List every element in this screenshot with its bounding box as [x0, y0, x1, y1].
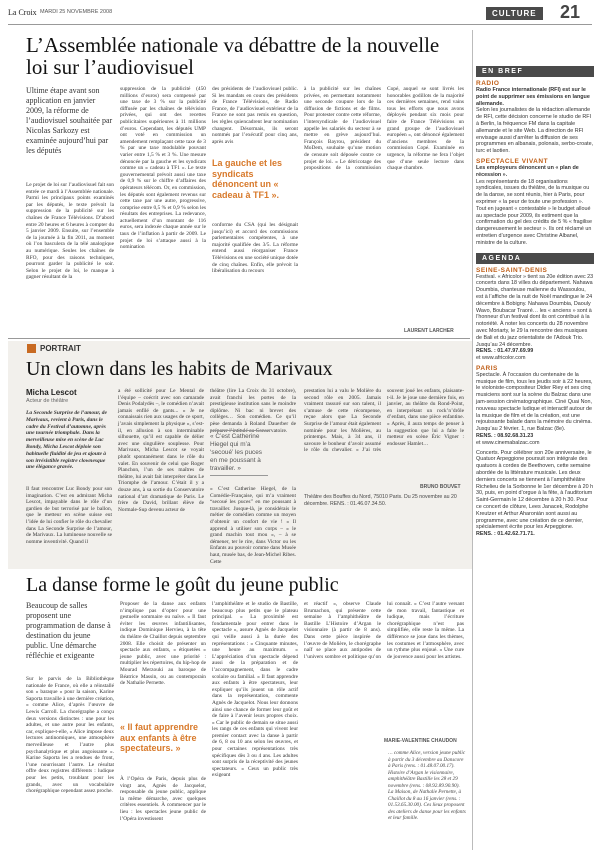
article2-info: Théâtre des Bouffes du Nord, 75010 Paris. Du 25 novembre au 20 décembre. RENS. : 01.46.07.34.50.	[304, 494, 457, 507]
article3-col2: Proposer de la danse aux enfants n’implique pas d’opter pour une gestuelle sommaire ou naïve. « Il faut éviter les œuvres infantilisantes, indique Dominique Hervieu, à la tête du théâtre de Chaillot depuis septembre 2008. Elle choisit de présenter un spectacle aux enfants, « étiquetées » jeune public, avec une priorité : multiplier les répertoires, du hip-hop de Mourad Merzouki au baroque de Béatrice Massin, ou au contemporain de Nathalie Pernette.	[120, 601, 206, 687]
article2-col1: Il faut rencontrer Luc Bondy pour son imagination. C’est en admirant Micha Lescot, impayable dans le rôle d’un gardien de but terrorisé par le ballon, que le metteur en scène suisse eut l’idée de lui confier le rôle du chevalier dans La Seconde Surprise de l’amour, de Marivaux. La lumineuse nouvelle se nomme inventivité. Quand il	[26, 486, 112, 545]
article2-intro: La Seconde Surprise de l’amour, de Marivaux, revient à Paris, dans le cadre du Festival d’automne, après une tournée triomphale. Dans la merveilleuse mise en scène de Luc Bondy, Micha Lescot déploie son habituelle fluidité de jeu et ajoute à son irrésistible registre clownesque une élégance gravée.	[26, 410, 107, 471]
article3-byline: MARIE-VALENTINE CHAUDON	[384, 738, 457, 744]
article3-lede: Beaucoup de salles proposent une programmation de danse à destination du jeune public. Une démarche réfléchie et exigeante	[26, 601, 111, 660]
page-number: 21	[560, 2, 581, 22]
agenda1-body: Festival. « Africolor » tient sa 20e édition avec 23 concerts dans 18 villes du département. Nahawa Doumbia, chanteuse malienne du Wassoulou, est à l’affiche de la nuit de Noël mandingue le 24 décembre à Bobigny. Nahawa Doumbia, Daouly Wavo, Boubacar Traoré… les « anciens » sont à l’honneur d’un festival dont ils ont contribué à la notoriété. À noter les concerts du 28 novembre avec Moriarty, le 29 la rencontre des musiques de Bali et du jazz orientaliste de l’Adouk Trio. Jusqu’au 24 décembre.	[476, 273, 594, 348]
article3-info: … comme Alice, version jeune public à partir du 3 décembre au Danscore à Paris (rens. : 01.48.07.00.17). Histoire d’Argan le visionnaire, amphithéâtre Bastille les 28 et 29 novembre (rens. : 08.92.89.90.90). La Maison, de Nathalie Pernette, à Chaillot du 8 au 16 janvier (rens. : 01.53.65.30.00). Ces lieux proposent des ateliers de danse pour les enfants et leur famille.	[388, 750, 466, 821]
sidebar-divider	[472, 30, 473, 850]
article1-col3a: des présidents de l’audiovisuel public. Si les mandats en cours des présidents de France Télévisions, de Radio France, de l’audiovisuel extérieur de la France ne sont pas remis en question, les règles quiencadrent leur nomination changent. Désormais, ils seront nommés par l’exécutif pour cinq ans, après avis	[212, 86, 298, 145]
article2-col4: prestation lui a valu le Molière du second rôle en 2005. Jamais vraiment rassuré sur son talent, il s’amuse de cette récompense, reçue alors que La Seconde Surprise de l’amour était également nominée pour les Molières, au printemps. Mais, à 34 ans, il savoure le bonheur d’avoir assumé le rôle du chevalier. « J’ai très souvent joué les enfants, plaisante-t-il. Je le joue une dernière fois, en janvier, au théâtre du Rond-Point, en interprétant un rock’n’drôle d’enfant, dans une pièce enfantine. » Après, il aura temps de penser à la suggestion que lui a faite le metteur en scène Éric Vigner : endosser Hamlet…	[304, 388, 464, 454]
article3-col2b: À l’Opéra de Paris, depuis plus de vingt ans, Agnès de Jacquelot, responsable du jeune public, applique la même démarche, avec quelques critères essentiels. À commencer par le lieu : les spectacles jeune public de l’Opéra investissent	[120, 776, 206, 822]
radio-lead: Radio France internationale (RFI) est sur le point de supprimer ses émissions en langue allemande.	[476, 87, 590, 107]
agenda1-rens: RENS. : 01.47.97.69.99	[476, 348, 534, 355]
agenda-label: AGENDA	[476, 253, 594, 264]
paper-name: La Croix	[8, 8, 37, 17]
article3-col1: Sur le parvis de la Bibliothèque nationale de France, où elle a réinstallé son « baraque » pour la saison, Karine Saporta travaille à une dernière création, « comme Alice, d’après l’œuvre de Lewis Carroll. La chorégraphe a conçu deux versions distinctes : une pour les adultes, et une autre pour les enfants, car, explique-t-elle, « Alice impose deux lectures antinomiques, une atmosphère merveilleuse et l’autre plus psychanalytique et plus angoissante ». Karine Saporta les a rendues de front, l’une nourrissant l’autre. Le résultat offre deux registres différents : ludique pour les petits, troublant pour les grands, avec un vocabulaire chorégraphique cependant assez proche.	[26, 676, 114, 795]
article2-role: Acteur de théâtre	[26, 398, 69, 404]
portrait-kicker-icon	[27, 344, 36, 353]
radio-body: Selon les journalistes de la rédaction allemande de RFI, cette décision concerne le studio de RFI à Berlin, la fréquence FM dans la capitale allemande et le site Web. La direction de RFI envisage aussi d’arrêter la diffusion de ses programmes en albanais, polonais, serbo-croate, turc et laotien.	[476, 107, 594, 155]
agenda2-web: et www.cinemabalzac.com	[476, 439, 540, 446]
spectacle-body: Les représentants de 18 organisations syndicales, issues du théâtre, de la musique ou de la danse, se sont réunis, hier à Paris, pour exprimer « la peur de toute une profession ». Tout en jugeant « contestable » le budget alloué au spectacle pour 2009, ils estiment que la confirmation du gel des crédits de 5 % « fragilise dangereusement le secteur ». Ils ont réclamé un entretien d’urgence avec Christine Albanel, ministre de la culture.	[476, 178, 592, 246]
article1-headline: L’Assemblée nationale va débattre de la nouvelle loi sur l’audiovisuel	[26, 33, 440, 79]
article2-byline: BRUNO BOUVET	[420, 484, 461, 490]
article3-headline: La danse forme le goût du jeune public	[26, 574, 339, 596]
agenda3-rens: RENS. : 01.42.62.71.71.	[476, 531, 535, 538]
article2-col3a: théâtre (lire La Croix du 31 octobre), avait franchi les portes de la prestigieuse institution sans le moindre diplôme. Ni bac ni brevet des collèges… Son comédien. Ce qu’il pèse demanda à Roland Dauerber de préparer l’intitulé au Conservatoire.	[210, 388, 296, 434]
article1-col3b: conforme du CSA (qui les désignait jusqu’ici) et accord des commissions parlementaires compétentes, à une majorité qualifiée des 3/5. La réforme entend aussi réorganiser France Télévisions en une société unique dotée de cinq chaînes. Enfin, elle prévoit la libéralisation du recours	[212, 222, 298, 275]
en-bref-label: EN BREF	[476, 66, 594, 77]
section-label: CULTURE	[486, 7, 543, 20]
article1-col2: suppression de la publicité (450 millions d’euros) sera compensé par une taxe de 3 % sur la publicité diffusée par les chaînes de télévision privées, qui ont des recettes publicitaires supérieures à 11 millions d’euros. Cependant, les députés UMP ont voté en commission un amendement remplaçant cette taxe de 3 % par une taxe modulable pouvant varier entre 1,5 % et 3 %. Une mesure dénoncée par la gauche et les syndicats comme un « cadeau à TF1 ». Le texte gouvernemental prévoit aussi une taxe de 0,9 % sur le chiffre d’affaires des opérateurs télécom. Or, en commission, les députés sont également revenus sur cette taxe par une autre, progressive, comprise entre 0,5 % et 0,9 % selon les résultats des entreprises. La redevance, actuellement d’un montant de 116 euros, sera indexée chaque année sur le taux de l’inflation à partir de 2009. Le projet de loi s’attaque aussi à la nomination	[120, 86, 206, 251]
article3-pull-quote: « Il faut apprendre aux enfants à être spectateurs. »	[120, 722, 199, 753]
article3-col3: l’amphithéâtre et le studio de Bastille, beaucoup plus petits que le plateau principal. « La proximité est fondamentale pour entrer dans le spectacle », assure Agnès de Jacquelot qui veille aussi à la durée des représentations : « Cinquante minutes, une heure au maximum. » L’appréciation d’un spectacle dépend aussi de la préparation et de l’accompagnement, dans le cadre scolaire ou familial. « Il faut apprendre aux enfants à être spectateurs, leur expliquer qu’ils jouent un rôle actif dans la représentation, commente Agnès de Jacquelot. Nous leur donnons ainsi une chance de former leur goût et de faire à l’avenir leurs propres choix. » Car le public de demain se situe aussi les rangs de ces enfants qui vivent leur premier contact avec la danse à partir de 6, 8 ou 10 ans selon les œuvres, et pour certaines représentations très spécifiques dès 3 ou 4 ans. Les adultes sont surpris de la réceptivité des jeunes spectateurs. « Ceux un public très exigeant	[212, 601, 298, 779]
article2-col3b: « C’est Catherine Hiegel, de la Comédie-Française, qui m’a vraiment “secoué les puces” en me poussant à travailler. Jusque-là, je considérais le métier de comédien comme un moyen d’obtenir un confort de vie ! » Il apprend à utiliser son corps – « le grand machin tout mou », – à se démener, ter le rire, dans Victor ou les Enfants au pouvoir comme dans Musée haut, musée bas, de Jean-Michel Ribes. Cette	[210, 486, 296, 565]
header-rule	[8, 24, 592, 25]
article2-col2: a été sollicité pour Le Mental de l’équipe – coécrit avec son camarade Denis Podalydès –, le comédien n’avait jamais enfilé de gants... « Je ne connaissais rien aux usages de ce sport, j’avais simplement la physique », s’est-il, en allusion à son interminable silhouette, qu’il est capable de délier avec une singulière souplesse. Pour Marivaux, Micha Lescot se voyait plutôt spontanément dans le rôle du valet. En souvenir de celui que Roger Planchon, l’un de ses maîtres de théâtre, lui avait fait interpréter dans Le Triomphe de l’amour. C’était il y a douze ans, à sa sortie du Conservatoire national d’art dramatique de Paris. Le frère de David, brillant élève de Normale-Sup devenu acteur de	[118, 388, 204, 513]
agenda2-rens: RENS. : 08.92.68.31.23	[476, 433, 534, 440]
portrait-kicker: PORTRAIT	[40, 344, 81, 353]
spectacle-title: SPECTACLE VIVANT	[476, 157, 549, 165]
agenda3-body: Concerts. Pour célébrer son 20e anniversaire, le Quatuor Arpeggione poursuit son intégrale des quatuors à cordes de Beethoven, cette semaine abordée de la littérature musicale. Les deux derniers concerts se tiennent à l’amphithéâtre Richelieu de la Sorbonne le 1er décembre à 20 h 30, puis, en point d’orgue à la fête, à l’auditorium Saint-Germain le 12 décembre à 20 h 30. Pour ce concert de clôture, Lees Janacek, Rodolphe Kreutzer et Arthur Aharonián sont aussi au programme, avec une création de ce dernier, spécialement écrite pour les Arpeggione.	[476, 449, 594, 531]
article1-col1: Le projet de loi sur l’audiovisuel fait son entrée ce mardi à l’Assemblée nationale. Parmi les principaux points examinés par les députés, le texte prévoit la suppression de la publicité sur les chaînes de France Télévisions. D’abord entre 20 heures et 6 heures à compter du 5 janvier 2009. Ensuite, sur l’ensemble de la journée à la fin 2011, au moment où l’on basculera de la télé analogique au numérique. Seules les chaînes de RFO, pour des raisons techniques, pourront garder la publicité le soir. Selon le projet de loi, le manque à gagner résultant de la	[26, 182, 114, 281]
article1-col4: à la publicité sur les chaînes privées, en permettant notamment une seconde coupure lors de la diffusion de fictions et de films. Pour protester contre cette réforme, l’intersyndicale de l’audiovisuel appelle les salariés du secteur à se mettre en grève aujourd’hui. François Bayrou, président du MoDem, souhaite qu’une motion de censure soit déposée contre ce projet de loi. « Le détricotage des propositions de la commission Copé, auquel se sont livrés les honorables godillots de la majorité ces dernières semaines, rend vains tous les efforts que nous avons déployés pendant six mois pour faire de France Télévisions un grand groupe de l’audiovisuel européen », ont dénoncé également d’anciens membres de la commission Copé. Examinée en urgence, la réforme ne fera l’objet que d’une seule lecture dans chaque chambre.	[304, 86, 464, 172]
article2-headline: Un clown dans les habits de Marivaux	[26, 358, 333, 380]
article1-byline: LAURENT LARCHER	[404, 328, 454, 334]
agenda1-title: SEINE-SAINT-DENIS	[476, 266, 548, 274]
article2-pull-quote: « C’est Catherine Hiegel qui m’a ‘secoué’ les puces en me poussant à travailler. »	[210, 430, 268, 476]
article1-pull-quote: La gauche et les syndicats dénoncent un « cadeau à TF1 ».	[212, 158, 283, 200]
radio-title: RADIO	[476, 80, 500, 87]
article2-name: Micha Lescot	[26, 388, 77, 397]
agenda1-web: et www.africolor.com	[476, 355, 526, 362]
sidebar	[476, 66, 594, 538]
issue-date: MARDI 25 NOVEMBRE 2008	[40, 9, 113, 15]
page-header	[8, 2, 592, 22]
article1-rule	[8, 338, 470, 339]
article3-col4: et réactif », observe Claude Brumachon, qui présente cette semaine à l’amphithéâtre de Bastille L’Histoire d’Argan le visionnaire (à partir de 8 ans). Dans cette pièce inspirée de l’œuvre de Molière, le chorégraphe naïf se place aux antipodes de l’univers sombre et politique qu’on lui connaît. « C’est l’autre versant de mon travail, fantastique et ludique, mais l’écriture chorégraphique n’est pas simplifiée, elle reste la même. La différence se joue dans les thèmes, les costumes et l’atmosphère, avec un rythme plus enjoué. » Une cure de jouvence aussi pour les artistes.	[304, 601, 464, 660]
spectacle-lead: Les employeurs dénoncent un « plan de récession ».	[476, 164, 579, 178]
agenda2-title: PARIS	[476, 364, 498, 372]
article1-lede: Ultime étape avant son application en janvier 2009, la réforme de l’audiovisuel souhaitée par Nicolas Sarkozy est examinée aujourd’hui par les députés	[26, 86, 113, 155]
agenda2-body: Spectacle. À l’occasion du centenaire de la musique de film, tous les jeudis soir à 22 heures, le violoniste-compositeur Didier Riey et ses cinq musiciens sont sur la scène du Balzac dans une jam-session cinématographique. Ciné Quai Non, nouveau spectacle ludique et interactif autour de la musique de film et de la création, est une rejouissante balade dans la mémoire du cinéma. Jusqu’au 2 février. 1, rue Balzac (8e).	[476, 371, 593, 433]
